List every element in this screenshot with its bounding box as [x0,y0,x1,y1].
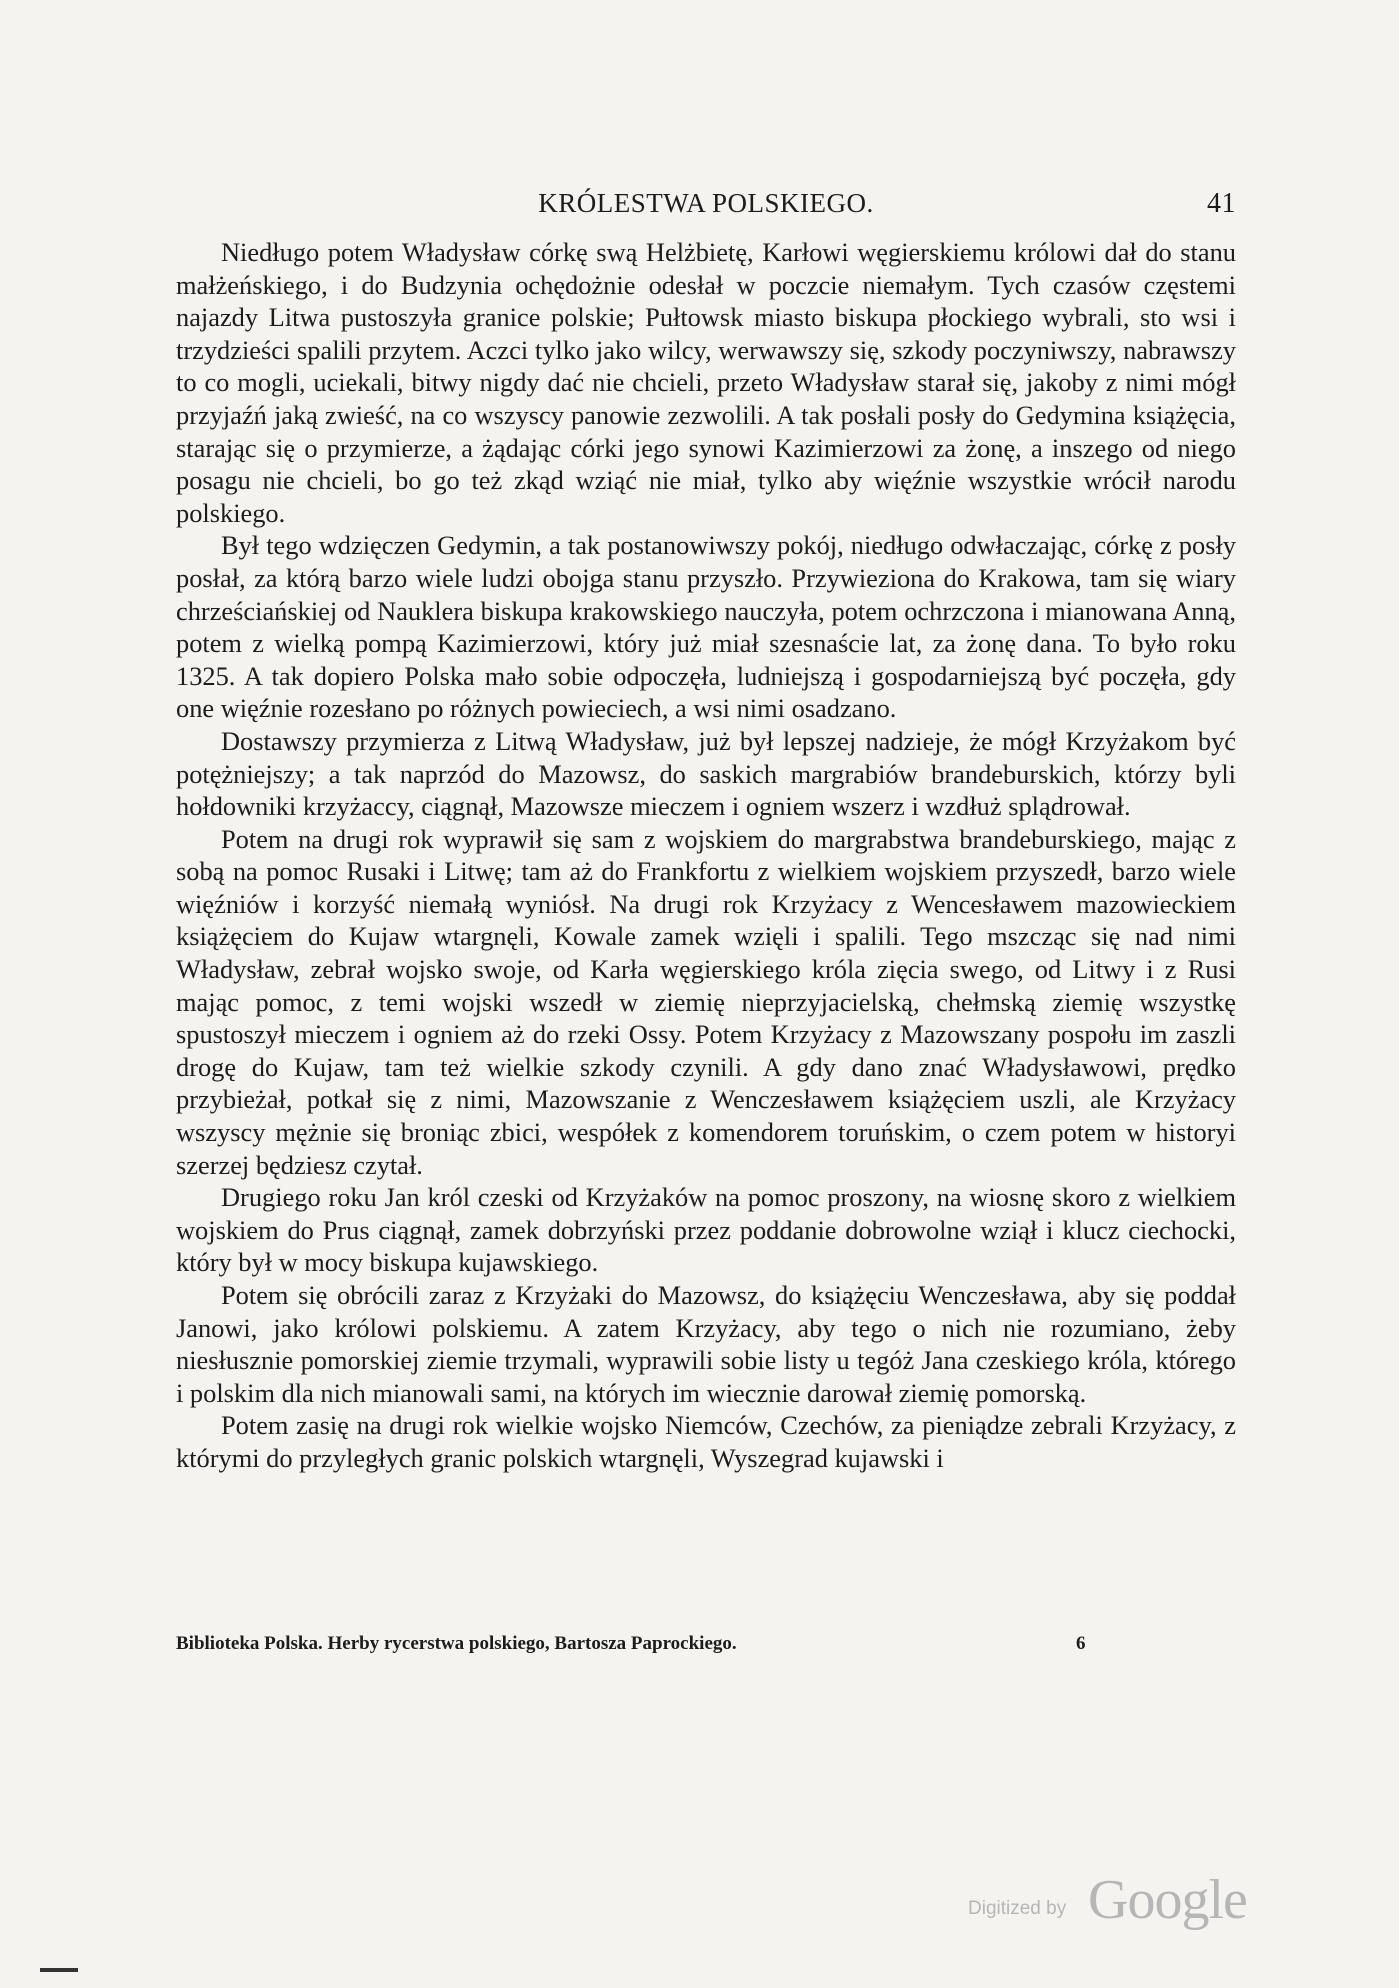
page-footer [176,1633,1236,1655]
google-logo: Google [1088,1869,1247,1931]
body-text [176,236,1236,1475]
paragraph: Drugiego roku Jan król czeski od Krzyżaków na pomoc proszony, na wiosnę skoro z wielkiem wojskiem do Prus ciągnął, zamek dobrzyński przez poddanie dobrowolne wziął i klucz ciechocki, który był w mocy biskupa kujawskiego. [176,1182,1236,1278]
scan-edge-mark [40,1968,78,1972]
footer-text: Biblioteka Polska. Herby rycerstwa polskiego, Bartosza Paprockiego. [176,1633,737,1654]
paragraph: Dostawszy przymierza z Litwą Władysław, już był lepszej nadzieje, że mógł Krzyżakom być potężniejszy; a tak naprzód do Mazowsz, do saskich margrabiów brandeburskich, którzy byli hołdowniki krzyżaccy, ciągnął, Mazowsze mieczem i ogniem wszerz i wzdłuż splądrował. [176,725,1236,822]
google-watermark [968,1868,1258,1931]
paragraph: Potem zasię na drugi rok wielkie wojsko Niemców, Czechów, za pieniądze zebrali Krzyżacy, z którymi do przyległych granic polskich wtargnęli, Wyszegrad kujawski i [176,1410,1236,1473]
paragraph: Był tego wdzięczen Gedymin, a tak postanowiwszy pokój, niedługo odwłaczając, córkę z posły posłał, za którą barzo wiele ludzi obojga stanu przyszło. Przywieziona do Krakowa, tam się wiary chrześciańskiej od Nauklera biskupa krakowskiego nauczyła, potem ochrzczona i mianowana Anną, potem z wielką pompą Kazimierzowi, który już miał szesnaście lat, za żonę dana. To było roku 1325. A tak dopiero Polska mało sobie odpoczęła, ludniejszą i gospodarniejszą być poczęła, gdy one więźnie rozesłano po różnych powieciech, a wsi nimi osadzano. [176,530,1236,724]
paragraph: Niedługo potem Władysław córkę swą Helżbietę, Karłowi węgierskiemu królowi dał do stanu małżeńskiego, i do Budzynia ochędożnie odesłał w poczcie niemałym. Tych czasów częstemi najazdy Litwa pustoszyła granice polskie; Pułtowsk miasto biskupa płockiego wybrali, sto wsi i trzydzieści spalili przytem. Aczci tylko jako wilcy, werwawszy się, szkody poczyniwszy, nabrawszy to co mogli, uciekali, bitwy nigdy dać nie chcieli, przeto Władysław starał się, jakoby z nimi mógł przyjaźń jaką zwieść, na co wszyscy panowie zezwolili. A tak posłali posły do Gedymina książęcia, starając się o przymierze, a żądając córki jego synowi Kazimierzowi za żonę, a inszego od niego posagu nie chcieli, bo go też zkąd wziąć nie miał, tylko aby więźnie wszystkie wrócił narodu polskiego. [176,237,1236,528]
page-number: 41 [1207,188,1236,219]
digitized-by-label: Digitized by [968,1898,1067,1919]
paragraph: Potem się obrócili zaraz z Krzyżaki do Mazowsz, do książęciu Wenczesława, aby się poddał Janowi, jako królowi polskiemu. A zatem Krzyżacy, aby tego o nich nie rozumiano, żeby niesłusznie pomorskiej ziemie trzymali, wyprawili sobie listy u tegóż Jana czeskiego króla, którego i polskim dla nich mianowali sami, na których im wiecznie darował ziemię pomorską. [176,1280,1236,1408]
running-title: KRÓLESTWA POLSKIEGO. [538,188,874,218]
signature-mark: 6 [1076,1633,1086,1654]
page-header [176,188,1236,228]
paragraph: Potem na drugi rok wyprawił się sam z wojskiem do margrabstwa brandeburskiego, mając z sobą na pomoc Rusaki i Litwę; tam aż do Frankfortu z wielkiem wojskiem przyszedł, barzo wiele więźniów i korzyść niemałą wyniósł. Na drugi rok Krzyżacy z Wencesławem mazowieckiem książęciem do Kujaw wtargnęli, Kowale zamek wzięli i spalili. Tego mszcząc się nad nimi Władysław, zebrał wojsko swoje, od Karła węgierskiego króla zięcia swego, od Litwy i z Rusi mając pomoc, z temi wojski wszedł w ziemię nieprzyjacielską, chełmską ziemię wszystkę spustoszył mieczem i ogniem aż do rzeki Ossy. Potem Krzyżacy z Mazowszany pospołu im zaszli drogę do Kujaw, tam też wielkie szkody czynili. A gdy dano znać Władysławowi, prędko przybieżał, potkał się z nimi, Mazowszanie z Wenczesławem książęciem uszli, ale Krzyżacy wszyscy mężnie się broniąc zbici, wespółek z komendorem toruńskim, o czem potem w historyi szerzej będziesz czytał. [176,823,1236,1180]
